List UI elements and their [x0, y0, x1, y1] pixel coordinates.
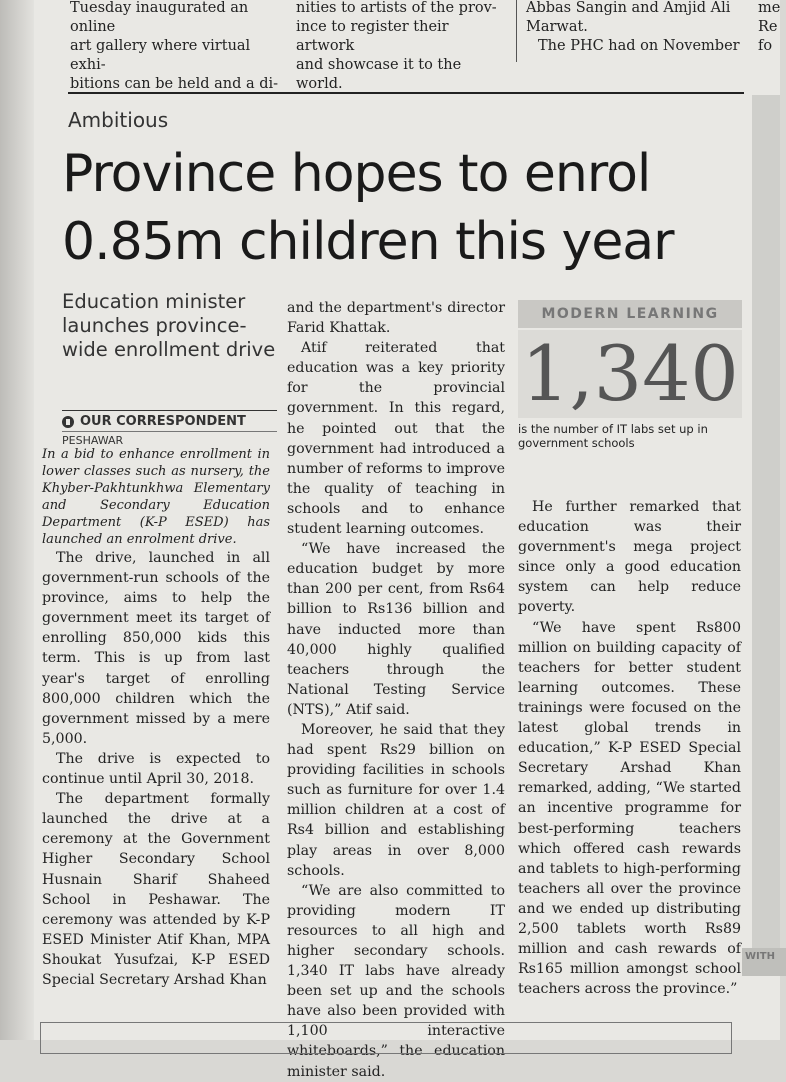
strip-line: fo	[758, 38, 773, 54]
strip-line: Abbas Sangin and Amjid Ali	[526, 0, 731, 16]
strip-column-2	[296, 0, 511, 94]
body-paragraph: Atif reiterated that education was a key priority for the provincial government. In this regard, he pointed out that the government had introduced a number of reforms to improve the quality of teaching in schools and to enhance student learning outcomes.	[287, 340, 505, 538]
strip-line: me	[758, 0, 781, 16]
adjacent-article-edge	[752, 95, 780, 975]
body-paragraph: “We have increased the education budget by more than 200 per cent, from Rs64 billion to Rs136 billion and have inducted more than 40,000 highly qualified teachers through the National Testing Service (NTS),” Atif said.	[287, 541, 505, 718]
column-divider	[516, 0, 517, 62]
fact-box-number: 1,340	[518, 330, 742, 418]
strip-line: ince to register their artwork	[296, 19, 449, 54]
body-paragraph: “We have spent Rs800 million on building capacity of teachers for better student learning outcomes. These trainings were focused on the latest global trends in education,” K-P ESED Special Secretary Arshad Khan remarked, adding, “We started an incentive programme for best-performing teachers which offered cash rewards and tablets to high-performing teachers all over the province and we ended up distributing 2,500 tablets worth Rs89 million and cash rewards of Rs165 million amongst school teachers across the province.”	[518, 619, 741, 998]
article-standfirst: Education minister launches province-wide enrollment drive	[62, 290, 276, 361]
fact-box-label: MODERN LEARNING	[518, 300, 742, 328]
fact-box-caption: is the number of IT labs set up in government schools	[518, 422, 708, 450]
strip-column-3	[526, 0, 751, 56]
side-tag: WITH	[742, 948, 786, 976]
article-column-1	[42, 446, 270, 990]
body-paragraph: and the department's director Farid Khattak.	[287, 300, 505, 337]
strip-column-4	[758, 0, 780, 56]
strip-line: bitions can be held and a di-	[70, 76, 279, 92]
strip-line: nities to artists of the prov-	[296, 0, 497, 16]
article-headline	[62, 140, 742, 276]
strip-line: Marwat.	[526, 19, 588, 35]
byline-name	[62, 410, 277, 429]
article-top-rule	[68, 92, 744, 94]
newspaper-logo-icon	[62, 416, 74, 428]
headline-line: Province hopes to enrol	[62, 144, 651, 204]
body-paragraph: The drive, launched in all government-run schools of the province, aims to help the government meet its target of enrolling 850,000 kids this term. This is up from last year's target of enrolling 800,000 children which the government missed by a mere 5,000.	[42, 550, 270, 747]
body-paragraph: Moreover, he said that they had spent Rs29 billion on providing facilities in schools such as furniture for over 1.4 million children at a cost of Rs4 billion and establishing play areas in over 8,000 schools.	[287, 721, 505, 879]
dateline: PESHAWAR	[62, 431, 277, 447]
strip-line: Tuesday inaugurated an online	[70, 0, 249, 35]
strip-line: Re	[758, 19, 778, 35]
fact-box	[518, 300, 742, 468]
strip-line: The PHC had on November	[538, 38, 740, 54]
strip-line: art gallery where virtual exhi-	[70, 38, 251, 73]
headline-line: 0.85m children this year	[62, 212, 674, 272]
bottom-rule-box	[40, 1022, 732, 1054]
previous-article-strip	[60, 0, 781, 92]
body-paragraph: He further remarked that education was their government's mega project since only a good education system can help reduce poverty.	[518, 499, 741, 616]
byline	[62, 410, 277, 447]
byline-text: OUR CORRESPONDENT	[80, 414, 246, 429]
article-column-2	[287, 298, 505, 1082]
page-fold-shadow	[0, 0, 34, 1040]
body-paragraph: “We are also committed to providing modern IT resources to all high and higher secondary schools. 1,340 IT labs have already been set up and the schools have also been provided with 1,100 interactive whiteboards,” the education minister said.	[287, 882, 505, 1080]
article-kicker: Ambitious	[68, 108, 169, 132]
body-paragraph: The department formally launched the drive at a ceremony at the Government Higher Secondary School Husnain Sharif Shaheed School in Peshawar. The ceremony was attended by K-P ESED Minister Atif Khan, MPA Shoukat Yusufzai, K-P ESED Special Secretary Arshad Khan	[42, 791, 270, 988]
body-paragraph: The drive is expected to continue until April 30, 2018.	[42, 750, 270, 788]
strip-line: and showcase it to the world.	[296, 57, 462, 92]
lead-paragraph: In a bid to enhance enrollment in lower classes such as nursery, the Khyber-Pakhtunkhwa Elementary and Secondary Education Department (K-P ESED) has launched an enrolment drive.	[42, 447, 270, 547]
strip-column-1	[70, 0, 285, 94]
article-column-3	[518, 497, 741, 999]
